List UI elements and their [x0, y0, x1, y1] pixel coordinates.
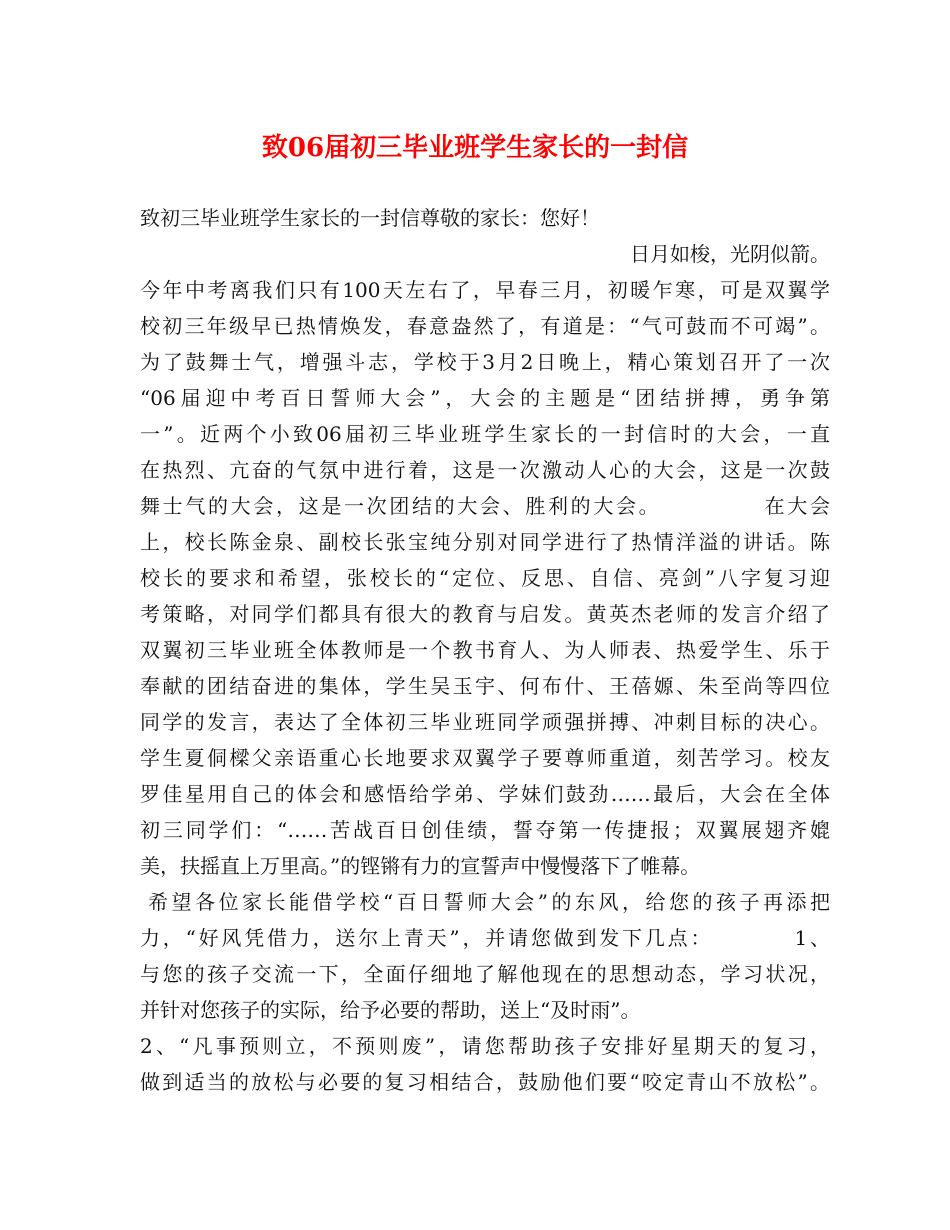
document-title: 致06届初三毕业班学生家长的一封信 [261, 133, 689, 163]
letter-body [140, 200, 830, 1100]
body-line: 并针对您孩子的实际，给予必要的帮助，送上“及时雨”。 [140, 998, 641, 1022]
body-line: 同学的发言，表达了全体初三毕业班同学顽强拼搏、冲刺目标的决心。 [140, 710, 830, 734]
body-line: 日月如梭，光阴似箭。 [630, 242, 830, 266]
body-line: 美，扶摇直上万里高。”的铿锵有力的宣誓声中慢慢落下了帷幕。 [140, 854, 701, 878]
body-line: 今年中考离我们只有100天左右了，早春三月，初暖乍寒，可是双翼学 [140, 278, 830, 302]
body-line: 在热烈、亢奋的气氛中进行着，这是一次激动人心的大会，这是一次鼓 [140, 458, 830, 482]
body-line: 罗佳星用自己的体会和感悟给学弟、学妹们鼓劲……最后，大会在全体 [140, 782, 830, 806]
body-line: 舞士气的大会，这是一次团结的大会、胜利的大会。 在大会 [140, 494, 830, 518]
body-line: 初三同学们：“……苦战百日创佳绩，誓夺第一传捷报；双翼展翅齐媲 [140, 818, 830, 842]
body-line: 力，“好风凭借力，送尔上青天”，并请您做到发下几点： 1、 [140, 926, 830, 950]
body-line: 希望各位家长能借学校“百日誓师大会”的东风，给您的孩子再添把 [148, 890, 830, 914]
body-line: 双翼初三毕业班全体教师是一个教书育人、为人师表、热爱学生、乐于 [140, 638, 830, 662]
body-line: 做到适当的放松与必要的复习相结合，鼓励他们要“咬定青山不放松”。 [140, 1070, 830, 1094]
body-line: 上，校长陈金泉、副校长张宝纯分别对同学进行了热情洋溢的讲话。陈 [140, 530, 830, 554]
body-line: 考策略，对同学们都具有很大的教育与启发。黄英杰老师的发言介绍了 [140, 602, 830, 626]
body-line: “06届迎中考百日誓师大会”，大会的主题是“团结拼搏，勇争第 [140, 386, 830, 410]
body-line: 与您的孩子交流一下，全面仔细地了解他现在的思想动态，学习状况， [140, 962, 830, 986]
body-line: 校初三年级早已热情焕发，春意盎然了，有道是：“气可鼓而不可竭”。 [140, 314, 830, 338]
body-line: 奉献的团结奋进的集体，学生吴玉宇、何布什、王蓓嫄、朱至尚等四位 [140, 674, 830, 698]
body-line: 一”。近两个小致06届初三毕业班学生家长的一封信时的大会，一直 [140, 422, 830, 446]
body-line: 学生夏侗樑父亲语重心长地要求双翼学子要尊师重道，刻苦学习。校友 [140, 746, 830, 770]
body-line: 校长的要求和希望，张校长的“定位、反思、自信、亮剑”八字复习迎 [140, 566, 830, 590]
greeting-line: 致初三毕业班学生家长的一封信尊敬的家长：您好！ [140, 206, 600, 230]
body-line: 为了鼓舞士气，增强斗志，学校于3月2日晚上，精心策划召开了一次 [140, 350, 830, 374]
body-line: 2、“凡事预则立，不预则废”，请您帮助孩子安排好星期天的复习， [140, 1034, 830, 1058]
